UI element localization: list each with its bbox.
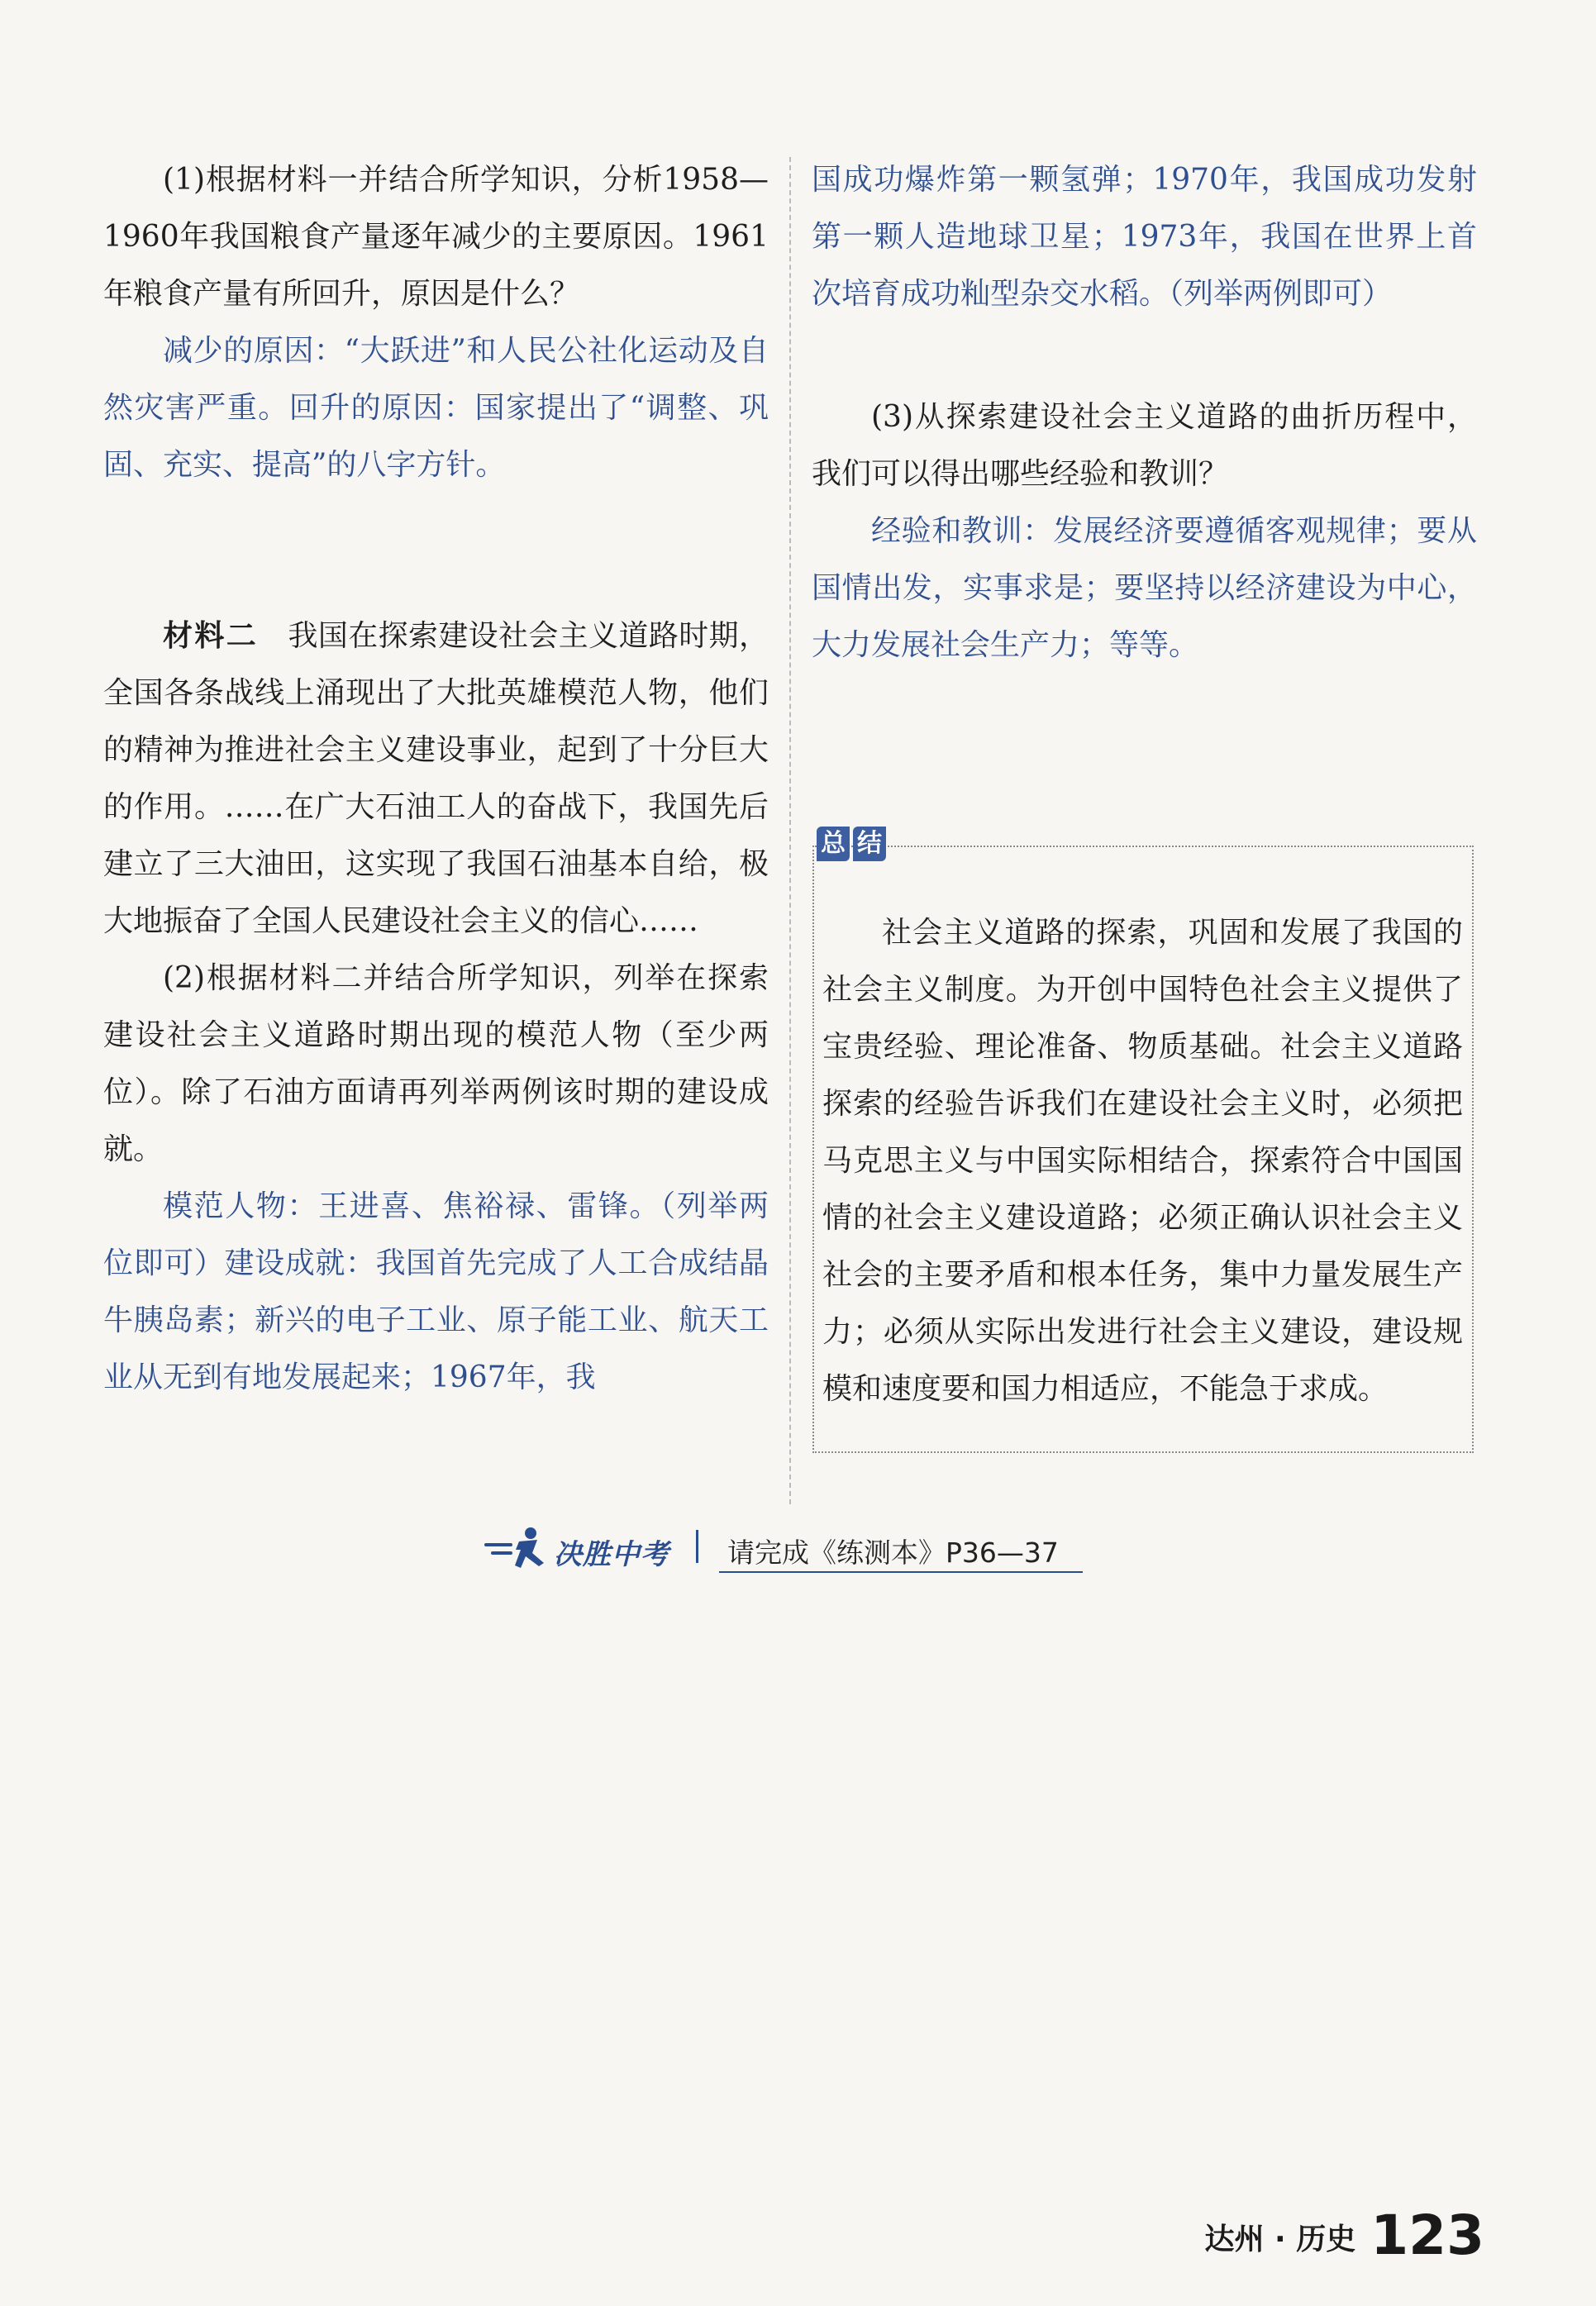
question-3: (3)从探索建设社会主义道路的曲折历程中，我们可以得出哪些经验和教训？ (812, 400, 1477, 491)
question-1: (1)根据材料一并结合所学知识，分析1958—1960年我国粮食产量逐年减少的主要原因。1961年粮食产量有所回升，原因是什么？ (103, 163, 769, 311)
answer-space (812, 322, 1477, 388)
material-2-text: 我国在探索建设社会主义道路时期，全国各条战线上涌现出了大批英雄模范人物，他们的精神为推进社会主义建设事业，起到了十分巨大的作用。……在广大石油工人的奋战下，我国先后建立了三大油田，这实现了我国石油基本自给，极大地振奋了全国人民建设社会主义的信心…… (103, 619, 769, 938)
answer-2-part2: 国成功爆炸第一颗氢弹；1970年，我国成功发射第一颗人造地球卫星；1973年，我国在世界上首次培育成功籼型杂交水稻。（列举两例即可） (812, 163, 1477, 311)
left-column (103, 151, 769, 1406)
page-footer (1204, 2199, 1484, 2265)
answer-3: 经验和教训：发展经济要遵循客观规律；要从国情出发，实事求是；要坚持以经济建设为中心，大力发展社会生产力；等等。 (812, 514, 1477, 662)
answer-1: 减少的原因：“大跃进”和人民公社化运动及自然灾害严重。回升的原因：国家提出了“调整、巩固、充实、提高”的八字方针。 (103, 334, 769, 482)
summary-tag (817, 827, 886, 863)
material-2 (103, 607, 769, 950)
summary-text: 社会主义道路的探索，巩固和发展了我国的社会主义制度。为开创中国特色社会主义提供了宝贵经验、理论准备、物质基础。社会主义道路探索的经验告诉我们在建设社会主义时，必须把马克思主义与中国实际相结合，探索符合中国国情的社会主义建设道路；必须正确认识社会主义社会的主要矛盾和根本任务，集中力量发展生产力；必须从实际出发进行社会主义建设，建设规模和速度要和国力相适应，不能急于求成。 (822, 916, 1463, 1406)
answer-2-part1: 模范人物：王进喜、焦裕禄、雷锋。（列举两位即可）建设成就：我国首先完成了人工合成结晶牛胰岛素；新兴的电子工业、原子能工业、航天工业从无到有地发展起来；1967年，我 (103, 1189, 769, 1394)
footer-region: 达州 · 历史 (1204, 2223, 1356, 2256)
summary-tag-char: 总 (817, 827, 850, 861)
column-divider (789, 157, 791, 1504)
banner-hint: 请完成《练测本》P36—37 (727, 1537, 1059, 1569)
practice-banner (479, 1525, 1091, 1575)
material-2-label: 材料二 (163, 619, 259, 653)
right-column (812, 151, 1477, 674)
question-2: (2)根据材料二并结合所学知识，列举在探索建设社会主义道路时期出现的模范人物（至少两位）。除了石油方面请再列举两例该时期的建设成就。 (103, 961, 769, 1166)
banner-separator (696, 1530, 698, 1563)
answer-space (103, 493, 769, 607)
page-number: 123 (1370, 2204, 1484, 2267)
banner-logo-text: 决胜中考 (554, 1538, 669, 1571)
summary-tag-char: 结 (853, 827, 886, 861)
banner-underline (719, 1571, 1083, 1573)
